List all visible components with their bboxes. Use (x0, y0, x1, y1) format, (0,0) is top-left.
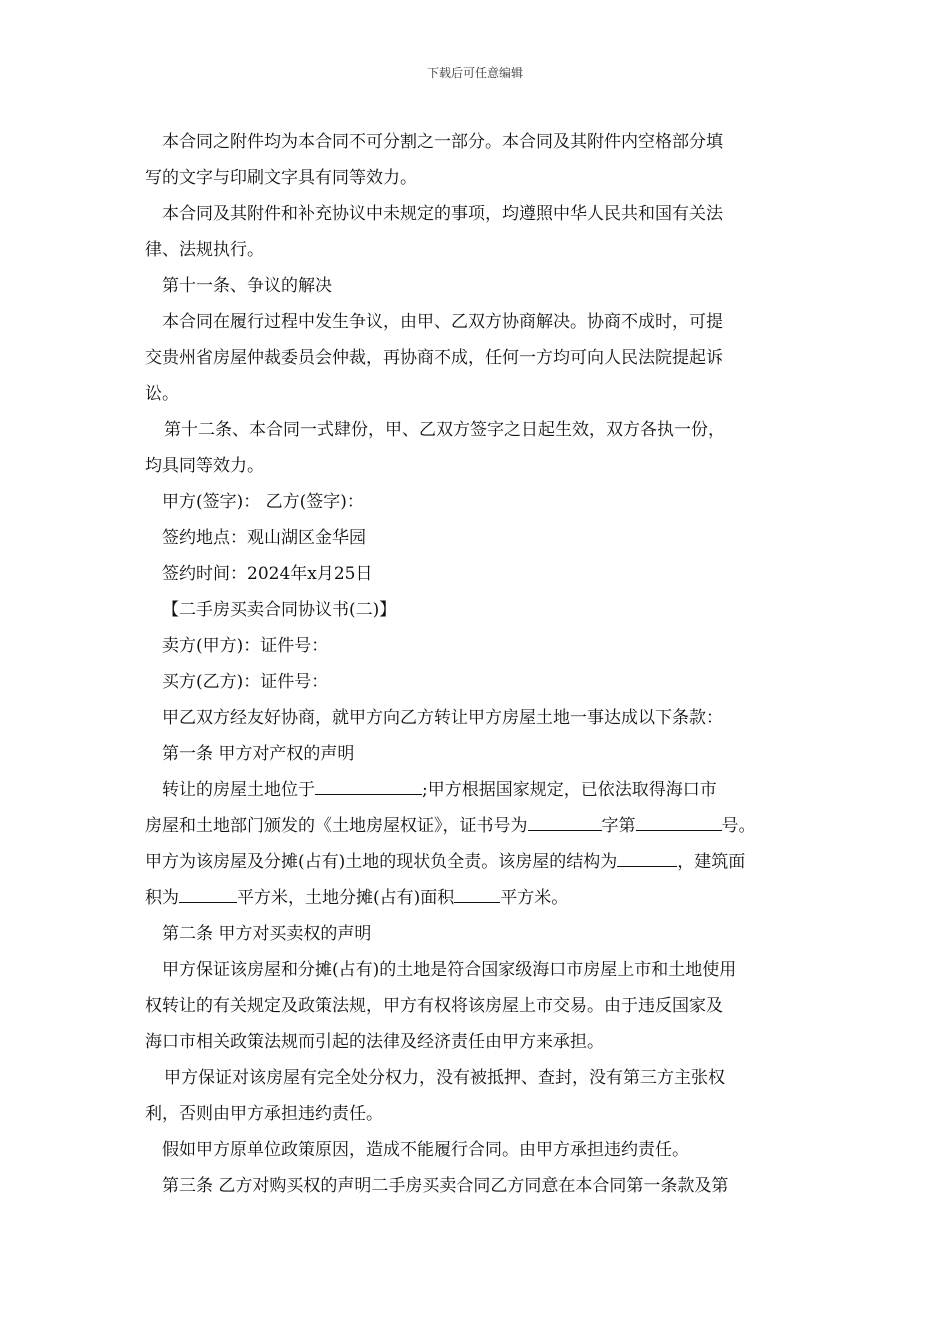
text-run: 字第 (601, 816, 636, 836)
text-run: 平方米，土地分摊(占有)面积 (237, 888, 455, 908)
signing-place: 签约地点：观山湖区金华园 (162, 528, 366, 548)
blank-structure (617, 844, 677, 867)
paragraph-line: 律、法规执行。 (145, 240, 264, 260)
article-heading: 第三条 乙方对购买权的声明二手房买卖合同乙方同意在本合同第一条款及第 (162, 1176, 729, 1196)
paragraph-line: 交贵州省房屋仲裁委员会仲裁，再协商不成，任何一方均可向人民法院提起诉 (145, 348, 723, 368)
paragraph-line: 本合同及其附件和补充协议中未规定的事项，均遵照中华人民共和国有关法 (162, 204, 723, 224)
blank-cert-prefix (528, 808, 602, 831)
paragraph-line: 第十二条、本合同一式肆份，甲、乙双方签字之日起生效，双方各执一份， (164, 420, 725, 440)
text-run: ，建筑面 (677, 852, 746, 872)
paragraph-line: 讼。 (145, 384, 179, 404)
blank-location (315, 772, 422, 795)
section-title: 【二手房买卖合同协议书(二)】 (162, 600, 397, 620)
blank-land-area (454, 880, 500, 903)
text-run: 甲方为该房屋及分摊(占有)土地的现状负全责。该房屋的结构为 (145, 852, 618, 872)
buyer-line: 买方(乙方)：证件号： (162, 672, 329, 692)
blank-cert-number (636, 808, 722, 831)
paragraph-line: 甲方保证对该房屋有完全处分权力，没有被抵押、查封，没有第三方主张权 (164, 1068, 725, 1088)
blank-building-area (179, 880, 237, 903)
paragraph-line: 利，否则由甲方承担违约责任。 (145, 1104, 383, 1124)
document-body (145, 124, 815, 1204)
paragraph-line: 假如甲方原单位政策原因，造成不能履行合同。由甲方承担违约责任。 (162, 1140, 689, 1160)
article-heading: 第二条 甲方对买卖权的声明 (162, 924, 372, 944)
text-run: 积为 (145, 888, 179, 908)
paragraph-line: 均具同等效力。 (145, 456, 264, 476)
article-heading: 第十一条、争议的解决 (162, 276, 332, 296)
paragraph-line: 海口市相关政策法规而引起的法律及经济责任由甲方来承担。 (145, 1032, 604, 1052)
paragraph-line: 权转让的有关规定及政策法规，甲方有权将该房屋上市交易。由于违反国家及 (145, 996, 723, 1016)
text-run: 号。 (721, 816, 756, 836)
paragraph-line: 写的文字与印刷文字具有同等效力。 (145, 168, 417, 188)
clause1-line2 (145, 808, 815, 844)
signature-line: 甲方(签字)： 乙方(签字)： (162, 492, 364, 512)
clause1-line1 (145, 772, 815, 808)
text-run: ;甲方根据国家规定，已依法取得海口市 (422, 780, 717, 800)
page-header: 下载后可任意编辑 (426, 66, 523, 80)
paragraph-line: 本合同在履行过程中发生争议，由甲、乙双方协商解决。协商不成时，可提 (162, 312, 723, 332)
text-run: 平方米。 (500, 888, 569, 908)
clause1-line3 (145, 844, 815, 880)
paragraph-line: 甲方保证该房屋和分摊(占有)的土地是符合国家级海口市房屋上市和土地使用 (162, 960, 737, 980)
clause1-line4 (145, 880, 815, 916)
paragraph-line: 本合同之附件均为本合同不可分割之一部分。本合同及其附件内空格部分填 (162, 132, 723, 152)
text-run: 转让的房屋土地位于 (162, 780, 315, 800)
seller-line: 卖方(甲方)：证件号： (162, 636, 329, 656)
paragraph-line: 甲乙双方经友好协商，就甲方向乙方转让甲方房屋土地一事达成以下条款： (162, 708, 723, 728)
signing-date: 签约时间：2024年x月25日 (162, 564, 373, 584)
article-heading: 第一条 甲方对产权的声明 (162, 744, 355, 764)
text-run: 房屋和土地部门颁发的《土地房屋权证》，证书号为 (145, 816, 528, 836)
